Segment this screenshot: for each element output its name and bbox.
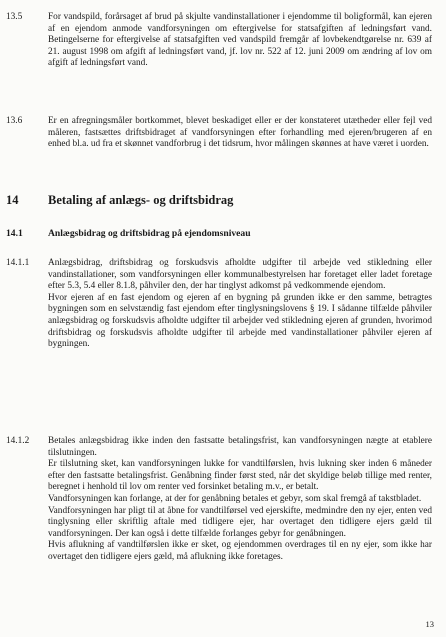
paragraph: Hvor ejeren af en fast ejendom og ejeren af en bygning på grunden ikke er den samme, betragtes bygningen som en selvstændig fast ejendom efter tinglysningslovens § 19. I sådanne tilfælde påhviler anlægsbidrag og forskudsvis afholdte udgifter til arbejder ved stikledning ejeren af grunden, hvorimod driftsbidrag og forskudsvis afholdte udgifter til arbejde med vandinstallationer påhviler ejeren af bygningen. — [48, 292, 432, 350]
section-14-1-1 — [6, 258, 432, 351]
paragraph: Er tilslutning sket, kan vandforsyningen lukke for vandtilførslen, hvis lukning sker inden 6 måneder efter den fastsatte betalingsfrist. Genåbning finder først sted, når det skyldige beløb tillige med renter, beregnet i henhold til lov om renter ved forsinket betaling m.v., er betalt. — [48, 459, 432, 493]
section-13-5 — [6, 12, 432, 70]
section-number: 13.5 — [6, 12, 23, 22]
paragraph: Vandforsyningen kan forlange, at der for genåbning betales et gebyr, som skal fremgå af takstbladet. — [48, 493, 422, 504]
subsection-number: 14.1 — [6, 228, 23, 239]
section-number: 14.1.1 — [6, 258, 30, 268]
section-number: 14.1.2 — [6, 436, 30, 446]
paragraph: For vandspild, forårsaget af brud på skjulte vandinstallationer i ejendomme til boligformål, kan ejeren af en ejendom anmode vandforsyningen om eftergivelse for statsafgiften af ledningsført vand. Betingelserne for eftergivelse af statsafgiften ved vandspild fremgår af lovbekendtgørelse nr. 639 af 21. august 1998 om afgift af ledningsført vand, jf. lov nr. 522 af 12. juni 2009 om ændring af lov om afgift af ledningsført vand. — [48, 12, 432, 69]
page-number: 13 — [425, 619, 434, 629]
subsection-title: Anlægsbidrag og driftsbidrag på ejendomsniveau — [48, 228, 251, 239]
paragraph: Hvis aflukning af vandtilførslen ikke er sket, og ejendommen overdrages til en ny ejer, som ikke har overtaget den tidligere ejers gæld, må aflukning ikke foretages. — [48, 540, 432, 562]
paragraph: Anlægsbidrag, driftsbidrag og forskudsvis afholdte udgifter til arbejde ved stikledning eller vandinstallationer, som vandforsyningen eller kommunalbestyrelsen har foretaget eller ladet foretage efter 5.3, 5.4 eller 8.1.8, påhviler den, der har tinglyst adkomst på vedkommende ejendom. — [48, 258, 432, 292]
section-14-1-2 — [6, 436, 432, 564]
paragraph: Er en afregningsmåler bortkommet, blevet beskadiget eller er der konstateret utætheder eller fejl ved måleren, fastsættes driftsbidraget af vandforsyningen efter forhandling med ejeren/brugeren af en enhed bl.a. ud fra et skønnet vandforbrug i det tidsrum, hvor målingen skønnes at have været i uorden. — [48, 116, 432, 150]
chapter-title: Betaling af anlægs- og driftsbidrag — [48, 193, 234, 207]
section-number: 13.6 — [6, 116, 23, 126]
paragraph: Betales anlægsbidrag ikke inden den fastsatte betalingsfrist, kan vandforsyningen nægte at etablere tilslutningen. — [48, 436, 432, 458]
chapter-number: 14 — [6, 193, 19, 207]
section-13-6 — [6, 116, 432, 151]
paragraph: Vandforsyningen har pligt til at åbne for vandtilførsel ved ejerskifte, medmindre den ny ejer, enten ved tinglysning eller skriftlig aftale med tidligere ejer, har overtaget den tidligere ejers gæld til vandforsyningen. Der kan også i dette tilfælde forlanges gebyr for genåbningen. — [48, 505, 432, 539]
